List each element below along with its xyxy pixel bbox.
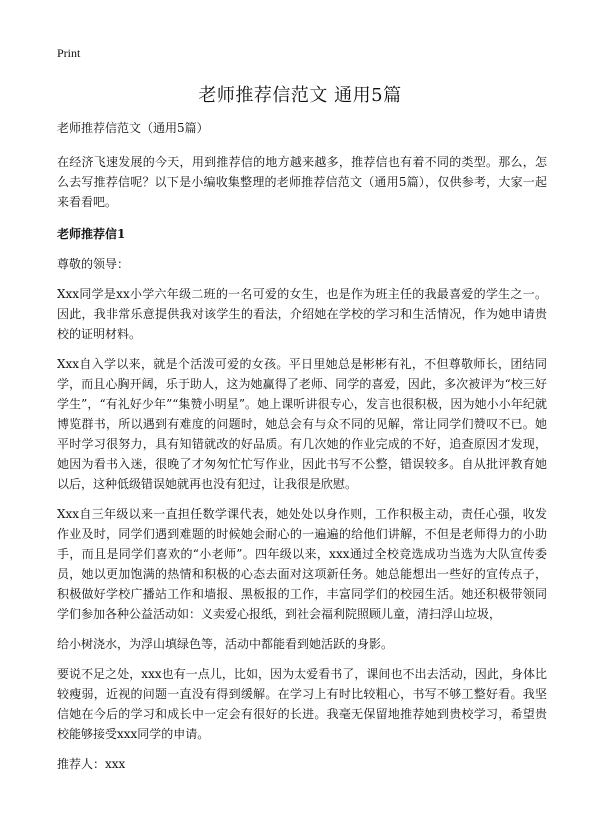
body-paragraph: Xxx自入学以来，就是个活泼可爱的女孩。平日里她总是彬彬有礼，不但尊敬师长，团结同学，而且心胸开阔，乐于助人，这为她赢得了老师、同学的喜爱，因此，多次被评为“校三好学生”，“有礼好少年”“集赞小明星”。她上课听讲很专心，发言也很积极，因为她小小年纪就博览群书，所以遇到有难度的问题时，她总会有与众不同的见解，常让同学们赞叹不已。她平时学习很努力，具有知错就改的好品质。有几次她的作业完成的不好，追查原因才发现，她因为看书入迷，很晚了才匆匆忙忙写作业，因此书写不公整，错误较多。自从批评教育她以后，这种低级错误她就再也没有犯过，让我很是欣慰。: [57, 357, 547, 491]
document-title: 老师推荐信范文 通用5篇: [198, 85, 402, 106]
body-paragraph: Xxx同学是xx小学六年级二班的一名可爱的女生，也是作为班主任的我最喜爱的学生之一。因此，我非常乐意提供我对该学生的看法，介绍她在学校的学习和生活情况，作为她申请贵校的证明材料。: [57, 287, 547, 341]
body-paragraph: Xxx自三年级以来一直担任数学课代表，她处处以身作则，工作积极主动，责任心强，收发作业及时，同学们遇到难题的时候她会耐心的一遍遍的给他们讲解，不但是老师得力的小助手，而且是同学们喜欢的“小老师”。四年级以来，xxx通过全校竞选成功当选为大队宣传委员，她以更加饱满的热情和积极的心态去面对这项新任务。她总能想出一些好的宣传点子，积极做好学校广播站工作和墙报、黑板报的工作，丰富同学们的校园生活。她还积极带领同学们参加各种公益活动如：义卖爱心报纸，到社会福利院照顾儿童，清扫浮山垃圾，: [57, 507, 547, 621]
body-paragraph: 给小树浇水，为浮山填绿色等，活动中都能看到她活跃的身影。: [57, 637, 394, 651]
signature: 推荐人：xxx: [57, 757, 126, 771]
print-label[interactable]: Print: [57, 46, 81, 60]
body-paragraph: 要说不足之处，xxx也有一点儿，比如，因为太爱看书了，课间也不出去活动，因此，身体比较瘦弱，近视的问题一直没有得到缓解。在学习上有时比较粗心，书写不够工整好看。我坚信她在今后的学习和成长中一定会有很好的长进。我毫无保留地推荐她到贵校学习，希望贵校能够接受xxx同学的申请。: [57, 667, 547, 741]
greeting: 尊敬的领导：: [57, 257, 130, 271]
intro-paragraph: 在经济飞速发展的今天，用到推荐信的地方越来越多，推荐信也有着不同的类型。那么，怎么去写推荐信呢？以下是小编收集整理的老师推荐信范文（通用5篇），仅供参考，大家一起来看看吧。: [57, 155, 547, 209]
document-body: [57, 118, 547, 784]
document-subtitle: 老师推荐信范文（通用5篇）: [57, 121, 209, 135]
section-heading: 老师推荐信1: [57, 227, 126, 241]
